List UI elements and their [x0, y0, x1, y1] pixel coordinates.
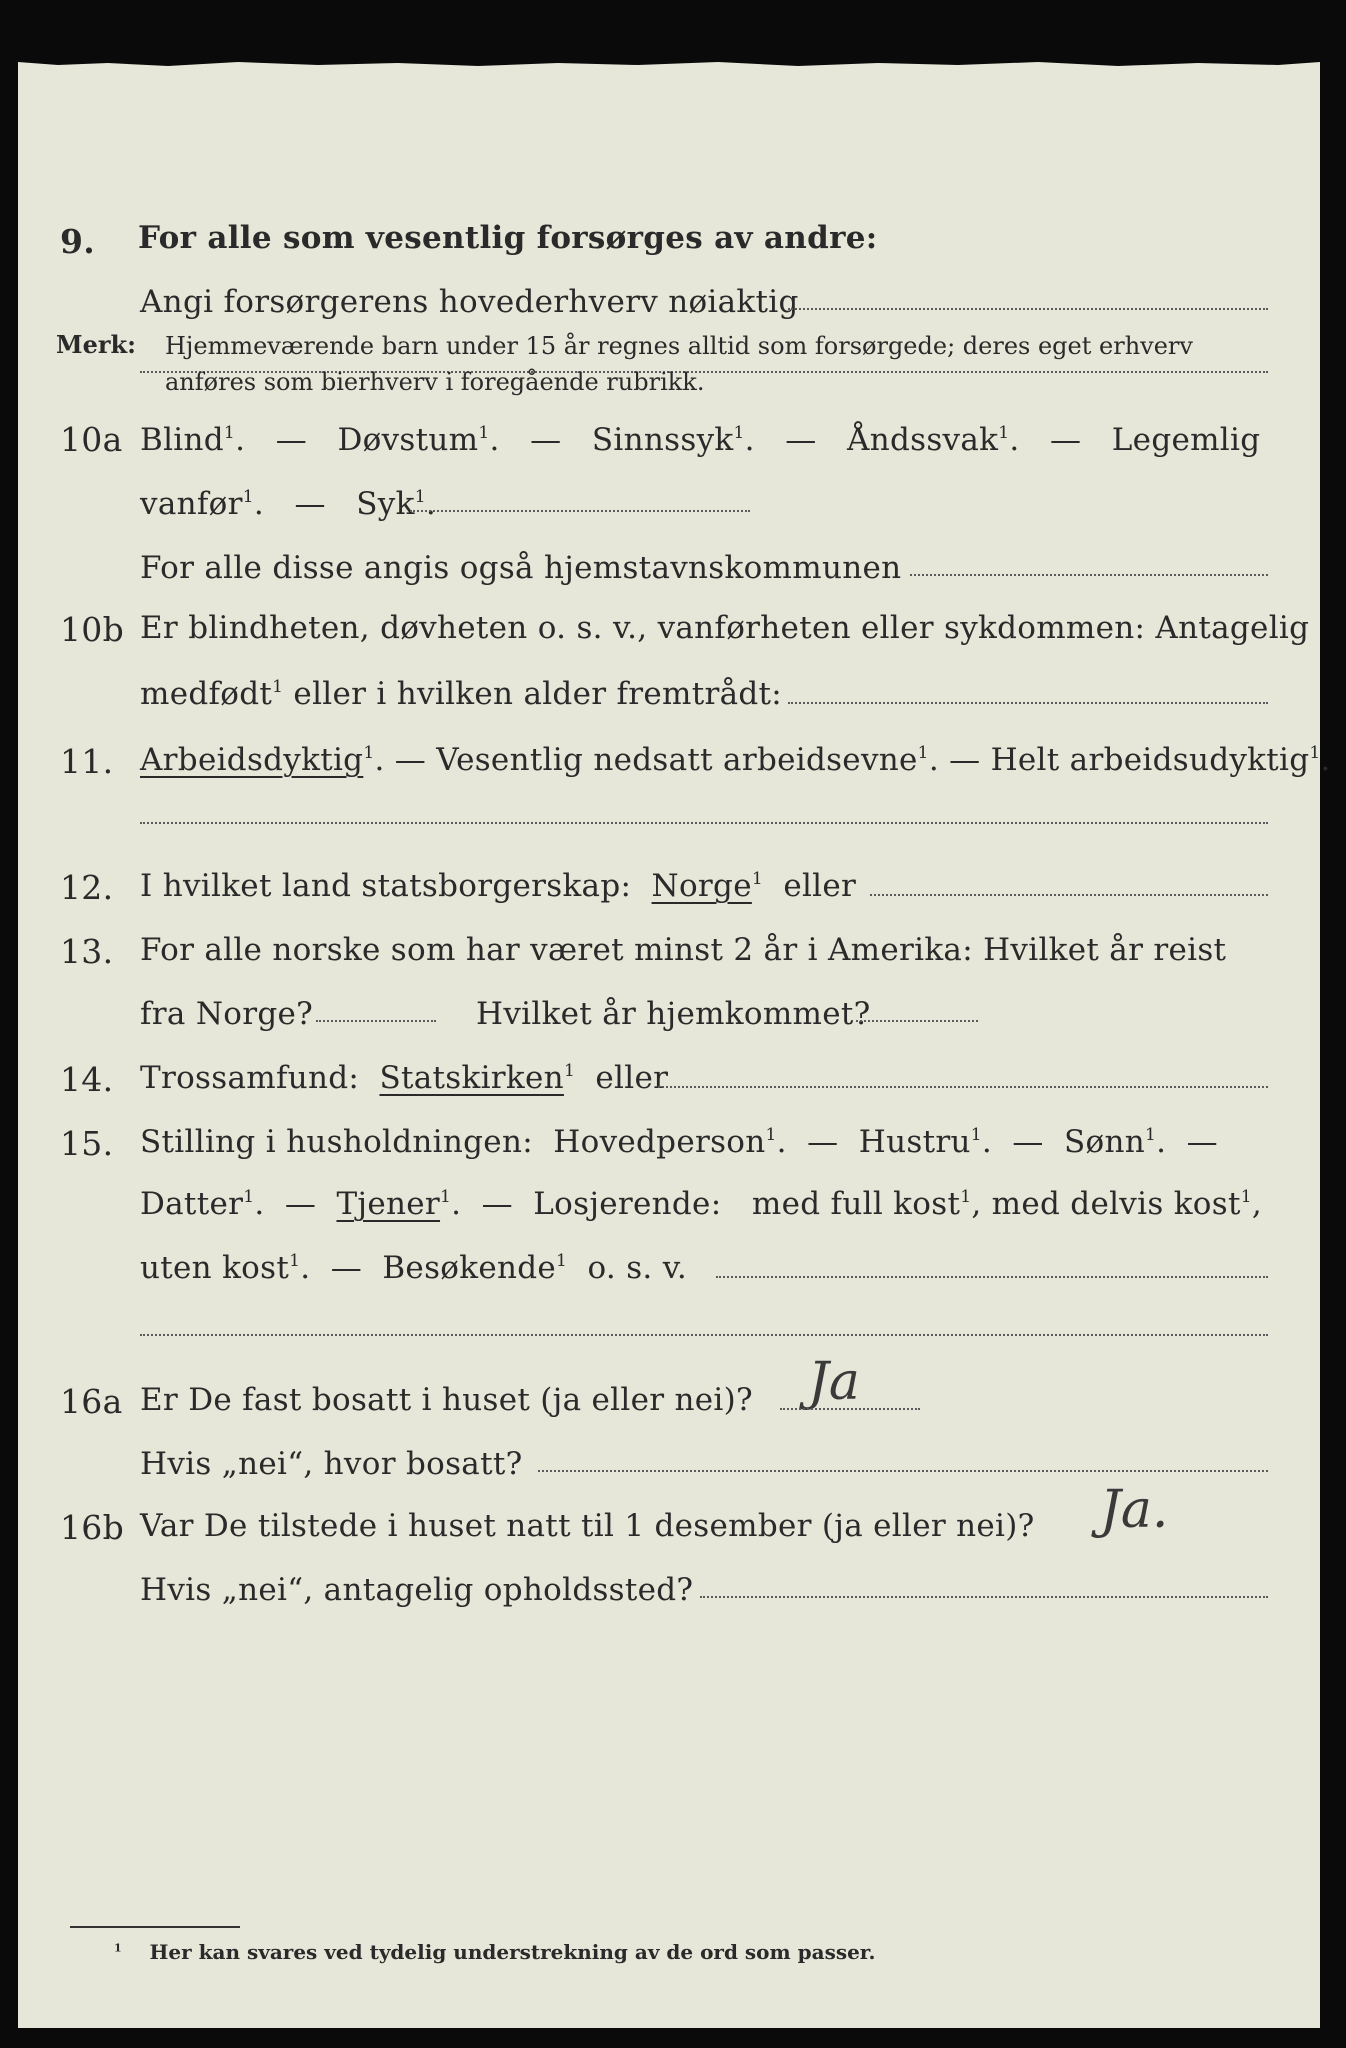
torn-top-edge — [18, 62, 1320, 72]
q16b-hvis-nei: Hvis „nei“, antagelig opholdssted? — [140, 1572, 694, 1608]
q16b-handwritten-answer[interactable]: Ja. — [1100, 1480, 1169, 1540]
option-legemlig[interactable]: Legemlig — [1111, 422, 1261, 458]
option-sonn[interactable]: Sønn — [1063, 1124, 1145, 1160]
q13-hjem-answer-line — [856, 1020, 978, 1022]
q16a-bosatt-line — [538, 1470, 1268, 1472]
footnote-rule — [70, 1926, 240, 1928]
option-hovedperson[interactable]: Hovedperson — [553, 1124, 766, 1160]
option-medfodt[interactable]: medfødt — [140, 676, 273, 712]
option-blind[interactable]: Blind — [140, 422, 224, 458]
q15-line-1: Stilling i husholdningen: Hovedperson$^1$. — Hustru$^1$. — Sønn$^1$. — — [140, 1124, 1218, 1160]
q10a-answer-line — [410, 510, 750, 512]
q10a-hjemstavn: For alle disse angis også hjemstavnskommunen — [140, 550, 902, 586]
footnote — [114, 1940, 875, 1964]
merk-line-1: Hjemmeværende barn under 15 år regnes alltid som forsørgede; deres eget erhverv — [165, 332, 1193, 360]
footnote-text: Her kan svares ved tydelig understrekning av de ord som passer. — [149, 1940, 876, 1964]
option-sinnssyk[interactable]: Sinnssyk — [591, 422, 734, 458]
option-syk[interactable]: Syk — [356, 486, 415, 522]
q13-fra-norge: fra Norge? — [140, 996, 314, 1032]
q13-line-1: For alle norske som har været minst 2 år i Amerika: Hvilket år reist — [140, 932, 1227, 968]
q10b-number: 10b — [60, 610, 125, 649]
q9-title: For alle som vesentlig forsørges av andre: — [138, 220, 878, 256]
q14-answer-line — [658, 1086, 1268, 1088]
q15-answer-line — [716, 1276, 1268, 1278]
option-helt-arbeidsudyktig[interactable]: . — Helt arbeidsudyktig — [928, 742, 1310, 778]
option-uten-kost[interactable]: uten kost — [140, 1250, 290, 1286]
q16a-answer-line — [780, 1408, 920, 1410]
q16b-number: 16b — [60, 1508, 125, 1547]
q14-number: 14. — [60, 1060, 114, 1099]
q15-answer-line-2 — [140, 1334, 1268, 1336]
q11-answer-line — [140, 822, 1268, 824]
q10b-line-1: Er blindheten, døvheten o. s. v., vanførheten eller sykdommen: Antagelig — [140, 610, 1310, 646]
q15-number: 15. — [60, 1124, 114, 1163]
q10b-line-2: medfødt$^1$ eller i hvilken alder fremtrådt: — [140, 676, 783, 712]
q11-options: Arbeidsdyktig$^1$. — Vesentlig nedsatt arbeidsevne$^1$. — Helt arbeidsudyktig$^1$. — [140, 742, 1331, 778]
q16b-question: Var De tilstede i huset natt til 1 desember (ja eller nei)? — [140, 1508, 1035, 1544]
q10a-number: 10a — [60, 420, 123, 459]
q16a-handwritten-answer[interactable]: Ja — [808, 1352, 860, 1412]
option-andssvak[interactable]: Åndssvak — [847, 422, 999, 458]
option-statskirken[interactable]: Statskirken — [379, 1060, 564, 1096]
q16a-hvis-nei: Hvis „nei“, hvor bosatt? — [140, 1446, 523, 1482]
q15-line-3: uten kost$^1$. — Besøkende$^1$ o. s. v. — [140, 1250, 688, 1286]
q16b-opholdssted-line — [700, 1596, 1268, 1598]
option-vanfor[interactable]: vanfør — [140, 486, 243, 522]
option-tjener[interactable]: Tjener — [336, 1186, 441, 1222]
q9-number: 9. — [60, 222, 96, 261]
option-norge[interactable]: Norge — [651, 868, 752, 904]
q14-question: Trossamfund: Statskirken$^1$ eller — [140, 1060, 669, 1096]
q11-number: 11. — [60, 742, 114, 781]
q9-question: Angi forsørgerens hovederhverv nøiaktig — [140, 284, 799, 320]
option-full-kost[interactable]: med full kost — [751, 1186, 961, 1222]
q12-answer-line — [870, 894, 1268, 896]
option-delvis-kost[interactable]: med delvis kost — [991, 1186, 1241, 1222]
option-vesentlig-nedsatt[interactable]: . — Vesentlig nedsatt arbeidsevne — [374, 742, 918, 778]
option-hustru[interactable]: Hustru — [858, 1124, 971, 1160]
q16a-question: Er De fast bosatt i huset (ja eller nei)? — [140, 1382, 753, 1418]
footnote-mark: 1 — [114, 1941, 122, 1955]
q13-fra-answer-line — [316, 1020, 436, 1022]
q13-number: 13. — [60, 932, 114, 971]
q12-number: 12. — [60, 868, 114, 907]
q12-question: I hvilket land statsborgerskap: Norge$^1$ eller — [140, 868, 857, 904]
q15-line-2: Datter$^1$. — Tjener$^1$. — Losjerende: med full kost$^1$, med delvis kost$^1$, — [140, 1186, 1263, 1222]
option-dovstum[interactable]: Døvstum — [337, 422, 479, 458]
q10a-hjemstavn-line — [910, 574, 1268, 576]
q10b-answer-line — [788, 702, 1268, 704]
q10a-options-line: Blind$^1$. — Døvstum$^1$. — Sinnssyk$^1$. — Åndssvak$^1$. — Legemlig — [140, 422, 1261, 458]
merk-line-2: anføres som bierhverv i foregående rubrikk. — [165, 368, 705, 396]
option-datter[interactable]: Datter — [140, 1186, 244, 1222]
census-form-page — [18, 62, 1331, 2028]
option-besokende[interactable]: Besøkende — [382, 1250, 557, 1286]
q10a-options-line-2: vanfør$^1$. — Syk$^1$. — [140, 486, 436, 522]
merk-label: Merk: — [56, 330, 136, 359]
q13-hjemkommet: Hvilket år hjemkommet? — [476, 996, 871, 1032]
q9-answer-line-1 — [788, 308, 1268, 310]
option-arbeidsdyktig[interactable]: Arbeidsdyktig — [140, 742, 364, 778]
q16a-number: 16a — [60, 1382, 123, 1421]
